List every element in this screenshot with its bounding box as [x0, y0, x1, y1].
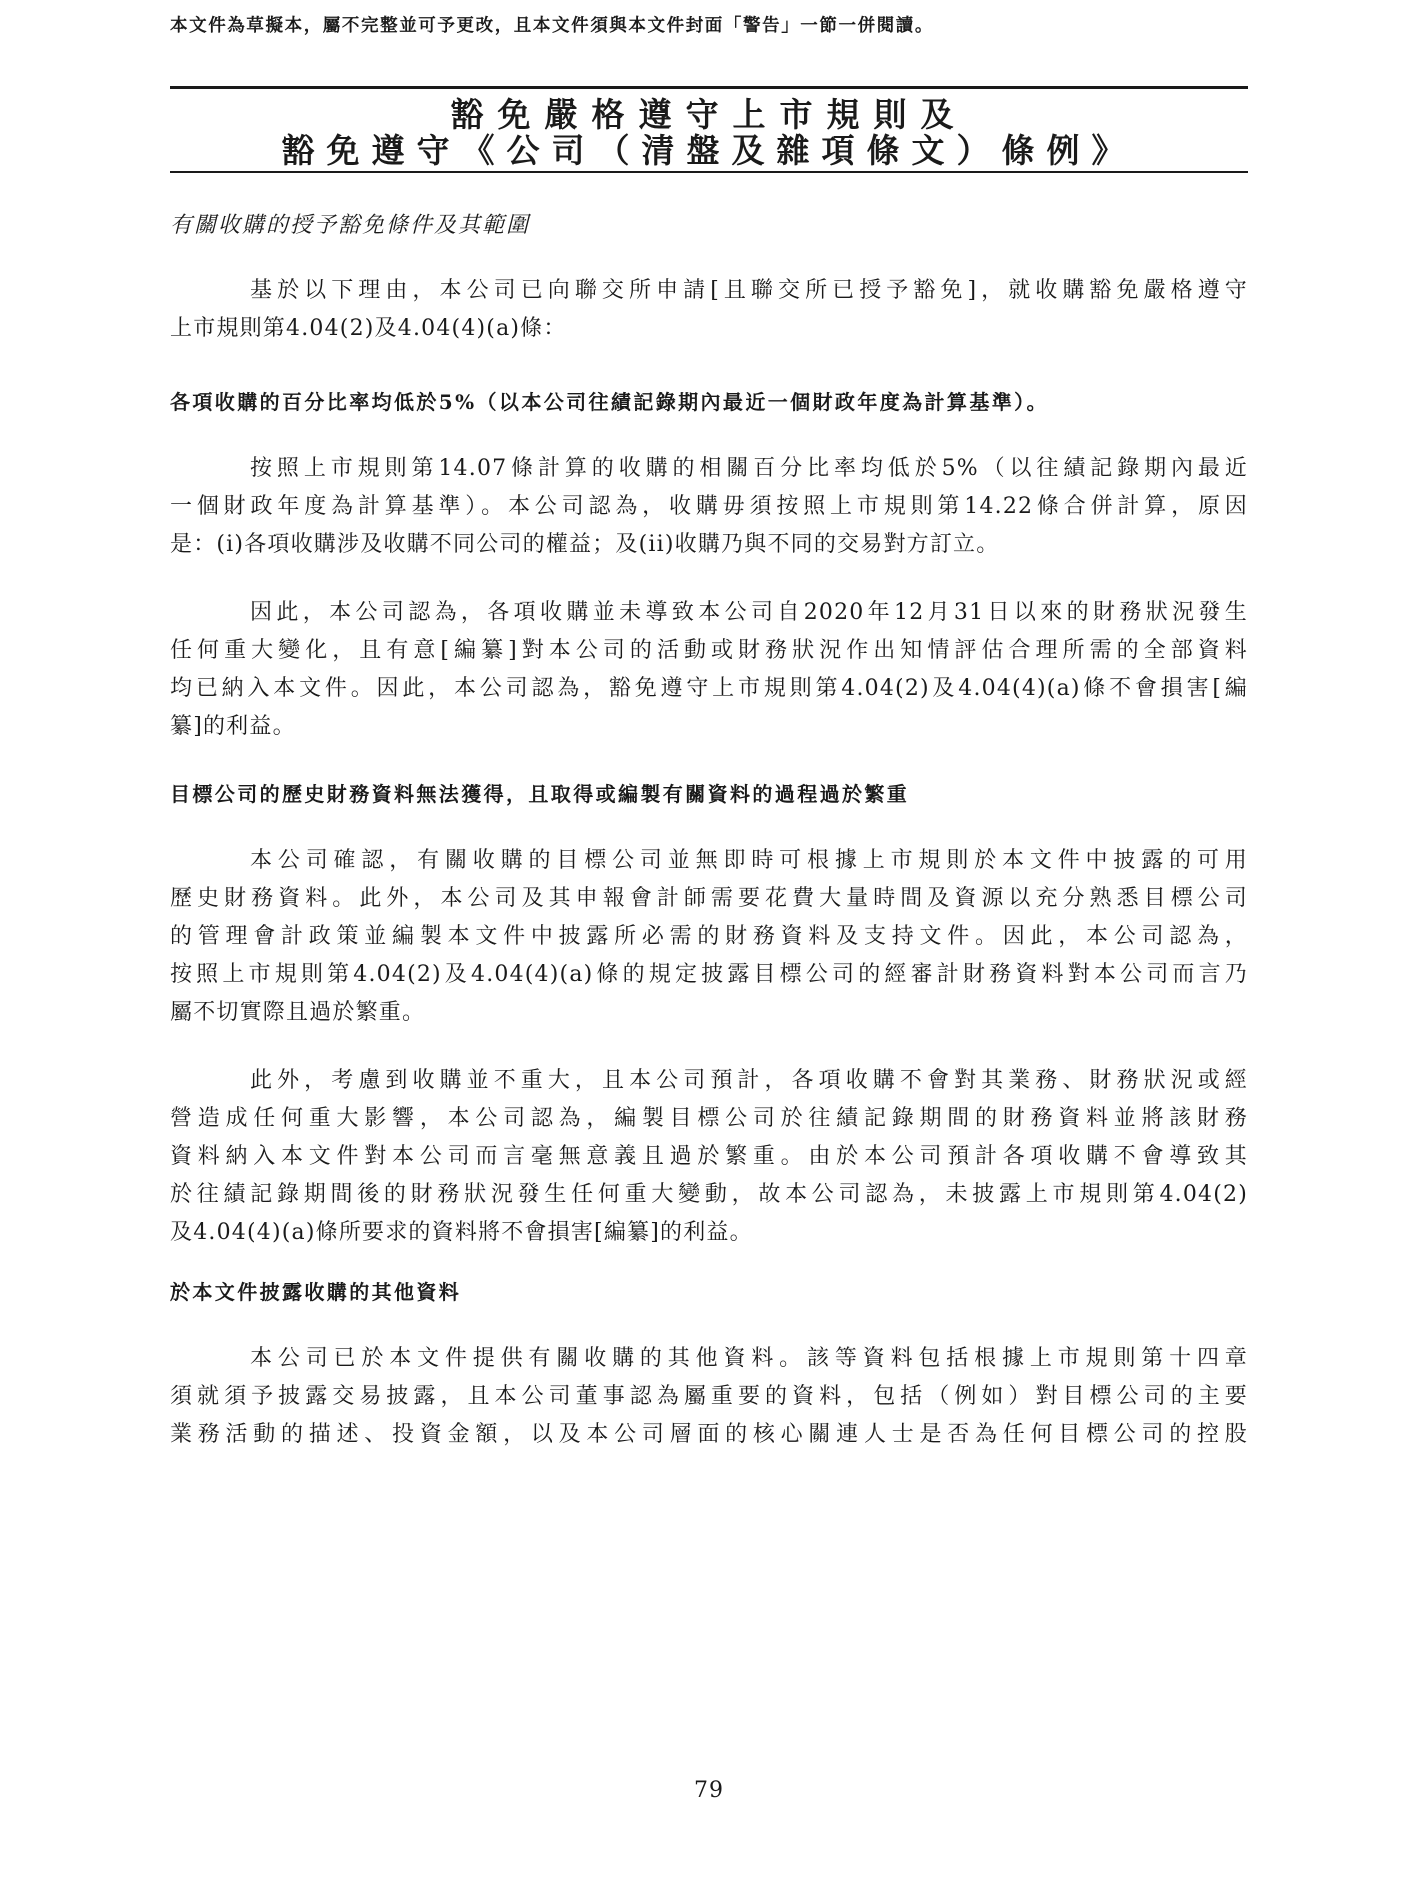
- text-line: 資料納入本文件對本公司而言毫無意義且過於繁重。由於本公司預計各項收購不會導致其: [170, 1144, 1248, 1169]
- text-line: 及4.04(4)(a)條所要求的資料將不會損害[編纂]的利益。: [170, 1220, 753, 1245]
- text-line: 此外，考慮到收購並不重大，且本公司預計，各項收購不會對其業務、財務狀況或經: [250, 1068, 1248, 1093]
- text-line: 纂]的利益。: [170, 714, 296, 739]
- title-top-rule: [170, 86, 1248, 89]
- draft-warning: 本文件為草擬本，屬不完整並可予更改，且本文件須與本文件封面「警告」一節一併閱讀。: [170, 16, 934, 36]
- text-line: 上市規則第4.04(2)及4.04(4)(a)條：: [170, 316, 567, 341]
- text-line: 於往績記錄期間後的財務狀況發生任何重大變動，故本公司認為，未披露上市規則第4.04(2): [170, 1182, 1248, 1207]
- paragraph-percentage-ratios: [170, 450, 1248, 564]
- text-line: 任何重大變化，且有意[編纂]對本公司的活動或財務狀況作出知情評估合理所需的全部資料: [170, 638, 1248, 663]
- paragraph-application: [170, 272, 1248, 348]
- text-line: 須就須予披露交易披露，且本公司董事認為屬重要的資料，包括（例如）對目標公司的主要: [170, 1384, 1248, 1409]
- paragraph-not-material: [170, 1062, 1248, 1252]
- text-line: 屬不切實際且過於繁重。: [170, 1000, 426, 1025]
- title-bottom-rule: [170, 171, 1248, 173]
- text-line: 因此，本公司認為，各項收購並未導致本公司自2020年12月31日以來的財務狀況發生: [250, 600, 1248, 625]
- text-line: 業務活動的描述、投資金額，以及本公司層面的核心關連人士是否為任何目標公司的控股: [170, 1422, 1248, 1447]
- text-line: 均已納入本文件。因此，本公司認為，豁免遵守上市規則第4.04(2)及4.04(4)(a)條不會損害[編: [170, 676, 1248, 701]
- page-title-line-1: 豁免嚴格遵守上市規則及: [450, 95, 968, 134]
- text-line: 的管理會計政策並編製本文件中披露所必需的財務資料及支持文件。因此，本公司認為，: [170, 924, 1248, 949]
- text-line: 按照上市規則第14.07條計算的收購的相關百分比率均低於5%（以往績記錄期內最近: [250, 456, 1248, 481]
- text-line: 按照上市規則第4.04(2)及4.04(4)(a)條的規定披露目標公司的經審計財務資料對本公司而言乃: [170, 962, 1248, 987]
- paragraph-historical-financials: [170, 842, 1248, 1032]
- text-line: 本公司確認，有關收購的目標公司並無即時可根據上市規則於本文件中披露的可用: [250, 848, 1248, 873]
- page-title-line-2: 豁免遵守《公司（清盤及雜項條文）條例》: [281, 131, 1137, 170]
- page-number: 79: [694, 1778, 724, 1803]
- text-line: 歷史財務資料。此外，本公司及其申報會計師需要花費大量時間及資源以充分熟悉目標公司: [170, 886, 1248, 911]
- paragraph-no-material-change: [170, 594, 1248, 746]
- heading-other-information: 於本文件披露收購的其他資料: [170, 1280, 462, 1304]
- text-line: 本公司已於本文件提供有關收購的其他資料。該等資料包括根據上市規則第十四章: [250, 1346, 1248, 1371]
- document-page: [170, 0, 1248, 1881]
- text-line: 一個財政年度為計算基準）。本公司認為，收購毋須按照上市規則第14.22條合併計算，原因: [170, 494, 1248, 519]
- text-line: 是：(i)各項收購涉及收購不同公司的權益；及(ii)收購乃與不同的交易對方訂立。: [170, 532, 1000, 557]
- text-line: 基於以下理由，本公司已向聯交所申請[且聯交所已授予豁免]，就收購豁免嚴格遵守: [250, 278, 1248, 303]
- heading-historical-financials: 目標公司的歷史財務資料無法獲得，且取得或編製有關資料的過程過於繁重: [170, 782, 910, 806]
- section-subtitle: 有關收購的授予豁免條件及其範圍: [170, 213, 531, 238]
- heading-percentage-ratios: 各項收購的百分比率均低於5%（以本公司往績記錄期內最近一個財政年度為計算基準）。: [170, 390, 1049, 414]
- paragraph-other-information: [170, 1340, 1248, 1454]
- text-line: 營造成任何重大影響，本公司認為，編製目標公司於往績記錄期間的財務資料並將該財務: [170, 1106, 1248, 1131]
